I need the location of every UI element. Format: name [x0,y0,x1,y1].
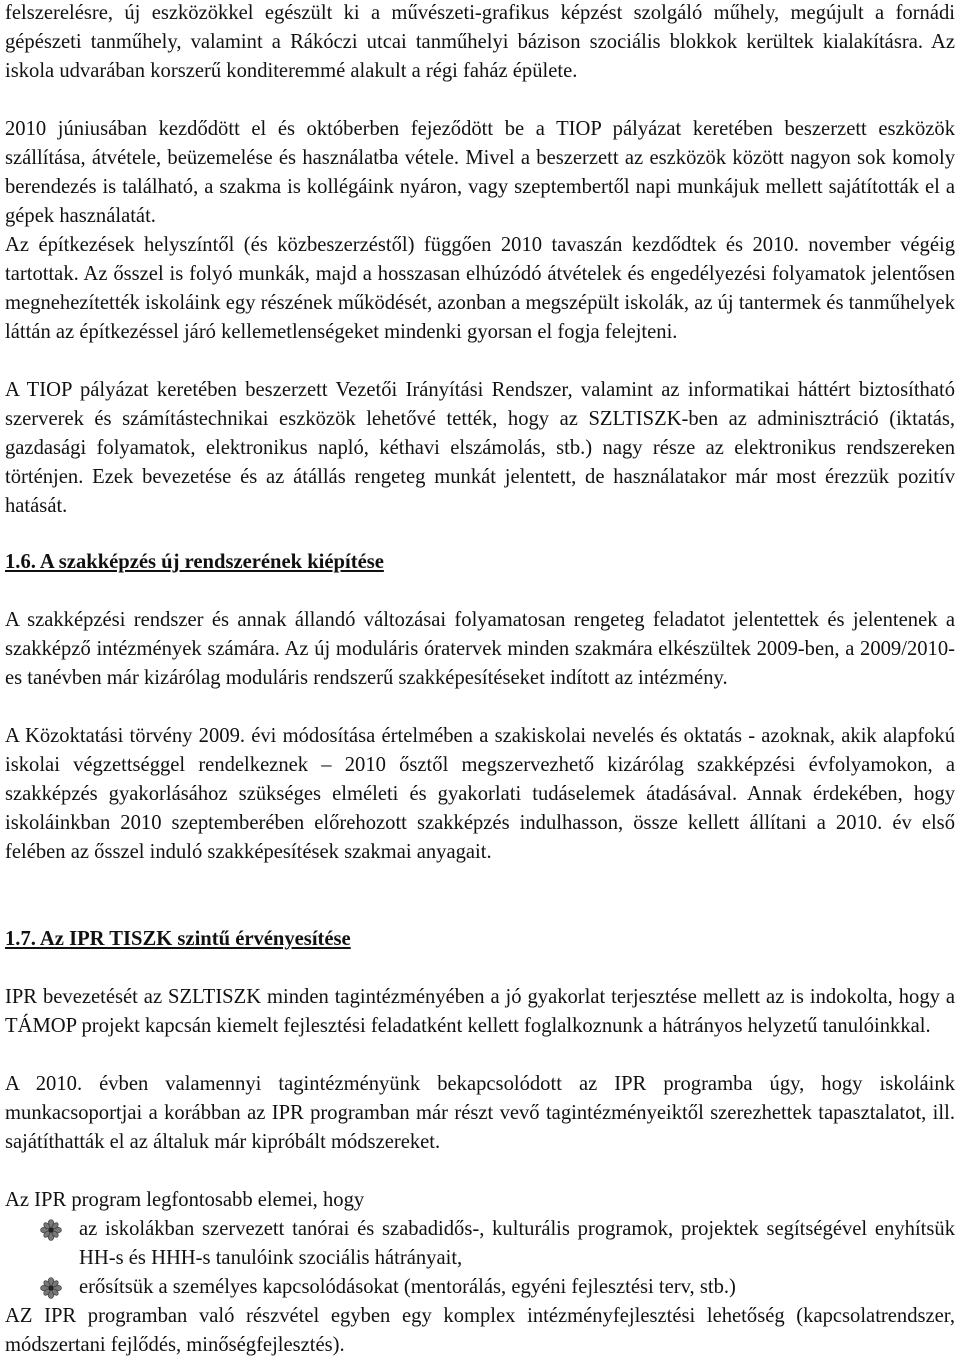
section-heading-1-6: 1.6. A szakképzés új rendszerének kiépítése [5,551,384,573]
paragraph-management-system: A TIOP pályázat keretében beszerzett Vezetői Irányítási Rendszer, valamint az informatikai háttért biztosítható szerverek és számítástechnikai eszközök lehetővé tették, hogy az SZLTISZK-ben az adminisztráció (iktatás, gazdasági folyamatok, elektronikus napló, kéthavi elszámolás, stb.) nagy része az elektronikus rendszereken történjen. Ezek bevezetése és az átállás rengeteg munkát jelentett, de használatakor már most érezzük pozitív hatását. [5,379,955,517]
paragraph-ipr-elements-intro: Az IPR program legfontosabb elemei, hogy [5,1189,365,1211]
paragraph-ipr-2010: A 2010. évben valamennyi tagintézményünk bekapcsolódott az IPR programba úgy, hogy iskoláink munkacsoportjai a korábban az IPR programban már részt vevő tagintézményeiktől szerezhettek tapasztalatot, ill. sajátíthatták el az általuk már kipróbált módszereket. [5,1073,955,1153]
section-heading-1-7: 1.7. Az IPR TISZK szintű érvényesítése [5,928,351,950]
flower-bullet-icon [40,1219,62,1241]
paragraph-tiop-equipment: 2010 júniusában kezdődött el és októberben fejeződött be a TIOP pályázat keretében beszerzett eszközök szállítása, átvétele, beüzemelése és használatba vétele. Mivel a beszerzett az eszközök között nagyon sok komoly berendezés is található, a szakma is kollégáink nyáron, vagy szeptembertől napi munkájuk mellett sajátították el a gépek használatát. [5,118,955,227]
paragraph-ipr-introduction: IPR bevezetését az SZLTISZK minden tagintézményében a jó gyakorlat terjesztése mellett az is indokolta, hogy a TÁMOP projekt kapcsán kiemelt fejlesztési feladatként kellett foglalkoznunk a hátrányos helyzetű tanulóinkkal. [5,986,955,1037]
bullet-item-mentoring: erősítsük a személyes kapcsolódásokat (mentorálás, egyéni fejlesztési terv, stb.) [79,1276,736,1298]
flower-bullet-icon [40,1277,62,1299]
paragraph-construction: Az építkezések helyszíntől (és közbeszerzéstől) függően 2010 tavaszán kezdődtek és 2010. november végéig tartottak. Az ősszel is folyó munkák, majd a hosszasan elhúzódó átvételek és engedélyezési folyamatok jelentősen megnehezítették iskoláink egy részének működését, azonban a megszépült iskolák, az új tantermek és tanműhelyek láttán az építkezéssel járó kellemetlenségeket mindenki gyorsan el fogja felejteni. [5,234,955,343]
paragraph-vocational-system: A szakképzési rendszer és annak állandó változásai folyamatosan rengeteg feladatot jelentettek és jelentenek a szakképző intézmények számára. Az új moduláris óratervek minden szakmára elkészültek 2009-ben, a 2009/2010-es tanévben már kizárólag moduláris rendszerű szakképesítéseket indított az intézmény. [5,609,955,689]
bullet-item-programs: az iskolákban szervezett tanórai és szabadidős-, kulturális programok, projektek segítségével enyhítsük HH-s és HHH-s tanulóink szociális hátrányait, [79,1218,955,1269]
paragraph-ipr-participation: AZ IPR programban való részvétel egyben egy komplex intézményfejlesztési lehetőség (kapcsolatrendszer, módszertani fejlődés, minőségfejlesztés). [5,1305,955,1356]
paragraph-education-law: A Közoktatási törvény 2009. évi módosítása értelmében a szakiskolai nevelés és oktatás - azoknak, akik alapfokú iskolai végzettséggel rendelkeznek – 2010 ősztől megszervezhető kizárólag szakképzési évfolyamokon, a szakképzés gyakorlásához szükséges elméleti és gyakorlati tudáselemek átadásával. Annak érdekében, hogy iskoláinkban 2010 szeptemberében előrehozott szakképzés indulhasson, össze kellett állítani a 2010. év első felében az ősszel induló szakképesítések szakmai anyagait. [5,725,955,863]
paragraph-workshops: felszerelésre, új eszközökkel egészült ki a művészeti-grafikus képzést szolgáló műhely, megújult a fornádi gépészeti tanműhely, valamint a Rákóczi utcai tanműhelyi bázison szociális blokkok kerültek kialakításra. Az iskola udvarában korszerű konditeremmé alakult a régi faház épülete. [5,2,955,82]
